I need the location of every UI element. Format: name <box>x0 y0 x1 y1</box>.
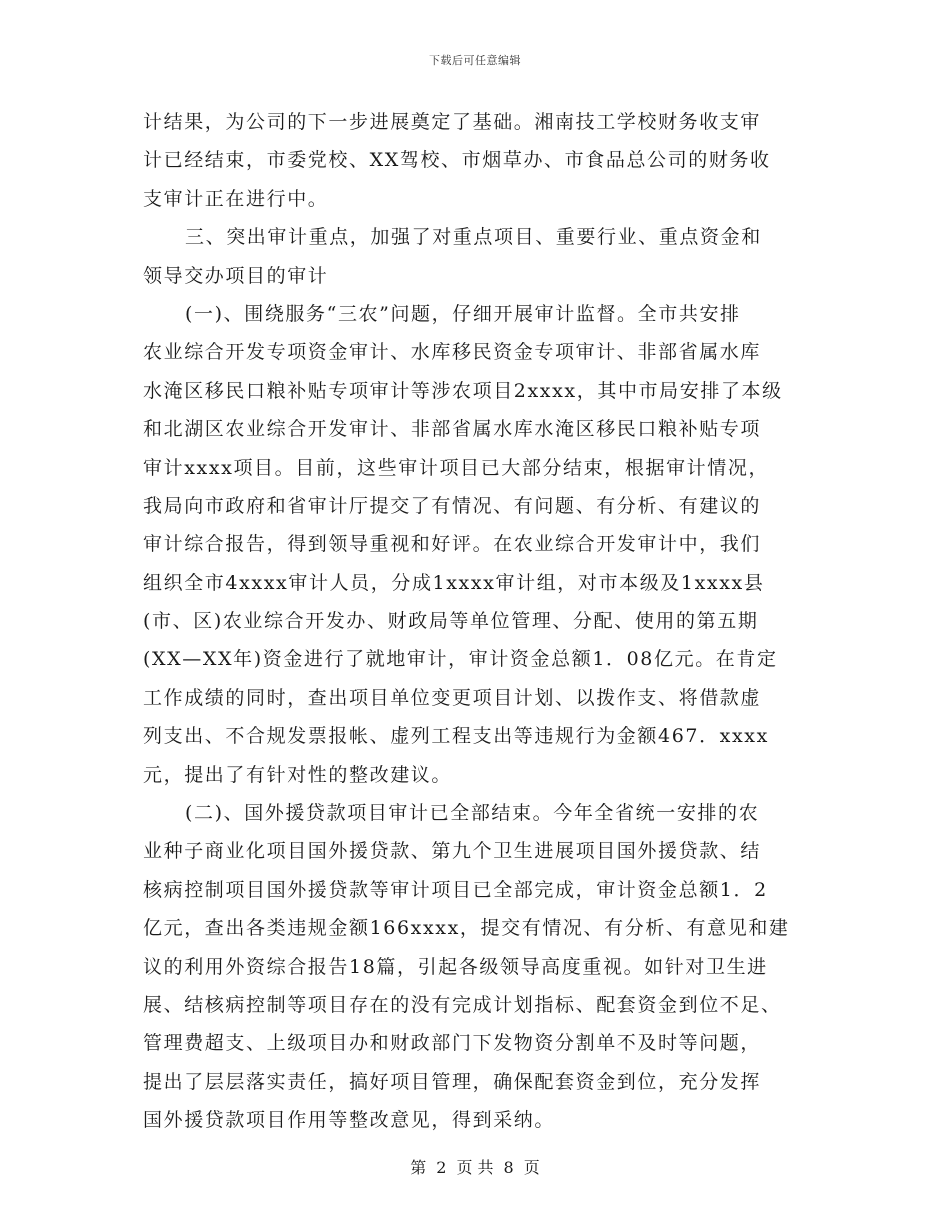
text-line: 提出了层层落实责任，搞好项目管理，确保配套资金到位，充分发挥 <box>143 1070 762 1093</box>
page-header: 下载后可任意编辑 <box>429 54 521 67</box>
text-line: 展、结核病控制等项目存在的没有完成计划指标、配套资金到位不足、 <box>143 993 782 1016</box>
text-line: 计已经结束，市委党校、XX驾校、市烟草办、市食品总公司的财务收 <box>143 149 771 172</box>
text-line: 核病控制项目国外援贷款等审计项目已全部完成，审计资金总额1．2 <box>143 878 768 901</box>
text-line: 农业综合开发专项资金审计、水库移民资金专项审计、非部省属水库 <box>143 341 762 364</box>
paragraph-start-line: (一)、围绕服务“三农”问题，仔细开展审计监督。全市共安排 <box>185 302 741 325</box>
document-body <box>143 103 823 1140</box>
text-line: 和北湖区农业综合开发审计、非部省属水库水淹区移民口粮补贴专项 <box>143 418 762 441</box>
section-heading-line: 领导交办项目的审计 <box>143 264 329 287</box>
text-line: 业种子商业化项目国外援贷款、第九个卫生进展项目国外援贷款、结 <box>143 840 762 863</box>
text-line: 计结果，为公司的下一步进展奠定了基础。湘南技工学校财务收支审 <box>143 111 762 133</box>
page-number-footer <box>0 1155 950 1178</box>
text-line: 管理费超支、上级项目办和财政部门下发物资分割单不及时等问题， <box>143 1032 762 1055</box>
footer-suffix: 页 <box>523 1158 540 1177</box>
text-line: 组织全市4xxxx审计人员，分成1xxxx审计组，对市本级及1xxxx县 <box>143 571 765 594</box>
total-page-count: 8 <box>503 1158 514 1177</box>
text-line: (市、区)农业综合开发办、财政局等单位管理、分配、使用的第五期 <box>143 610 759 633</box>
text-line: 列支出、不合规发票报帐、虚列工程支出等违规行为金额467．xxxx <box>143 725 769 748</box>
text-line: 国外援贷款项目作用等整改意见，得到采纳。 <box>143 1109 556 1132</box>
footer-prefix: 第 <box>410 1158 427 1177</box>
paragraph-start-line: (二)、国外援贷款项目审计已全部结束。今年全省统一安排的农 <box>185 802 760 825</box>
text-line: 元，提出了有针对性的整改建议。 <box>143 763 453 786</box>
text-line: 亿元，查出各类违规金额166xxxx，提交有情况、有分析、有意见和建 <box>143 917 790 940</box>
text-line: 支审计正在进行中。 <box>143 187 329 210</box>
text-line: 工作成绩的同时，查出项目单位变更项目计划、以拨作支、将借款虚 <box>143 686 762 709</box>
text-line: 水淹区移民口粮补贴专项审计等涉农项目2xxxx，其中市局安排了本级 <box>143 379 783 402</box>
footer-middle: 页 共 <box>456 1158 494 1177</box>
section-heading-line: 三、突出审计重点，加强了对重点项目、重要行业、重点资金和 <box>185 226 762 249</box>
text-line: 议的利用外资综合报告18篇，引起各级领导高度重视。如针对卫生进 <box>143 955 768 978</box>
text-line: 审计xxxx项目。目前，这些审计项目已大部分结束，根据审计情况， <box>143 456 770 479</box>
text-line: 审计综合报告，得到领导重视和好评。在农业综合开发审计中，我们 <box>143 533 762 556</box>
text-line: 我局向市政府和省审计厅提交了有情况、有问题、有分析、有建议的 <box>143 494 762 517</box>
text-line: (XX—XX年)资金进行了就地审计，审计资金总额1．08亿元。在肯定 <box>143 648 778 671</box>
current-page-number: 2 <box>436 1158 447 1177</box>
